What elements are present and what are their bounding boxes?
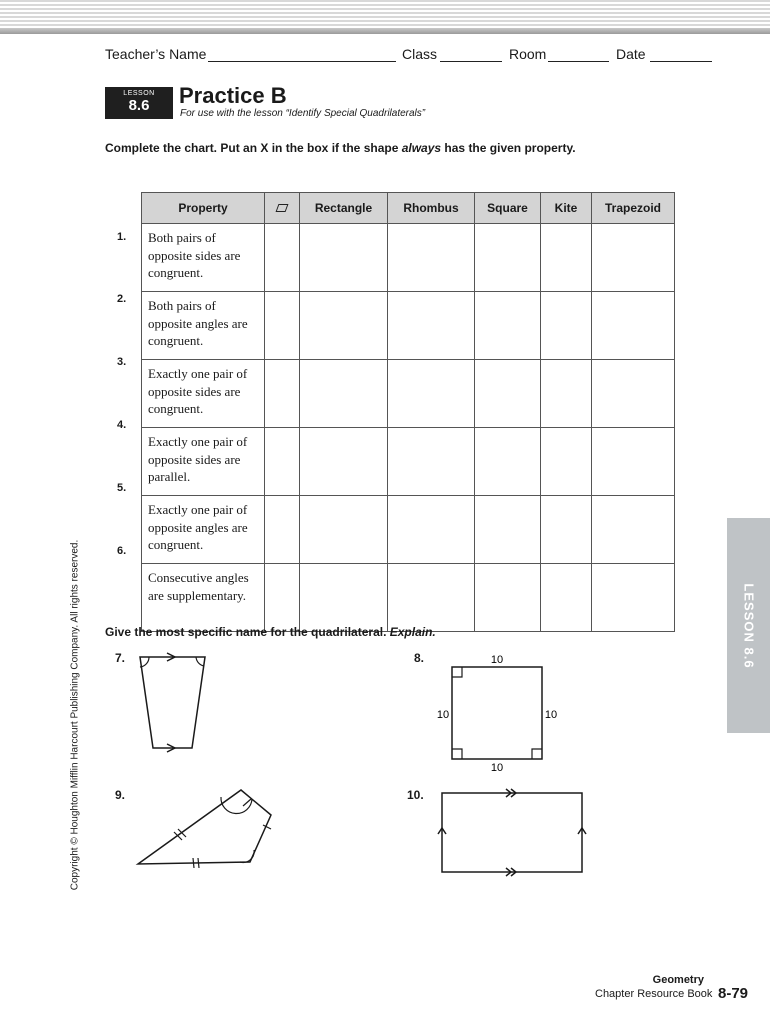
- row-number: 2.: [117, 293, 127, 305]
- top-stripe-band: [0, 0, 770, 34]
- check-box-rhombus[interactable]: [388, 292, 475, 360]
- figure-10-quadrilateral: [432, 785, 592, 880]
- row-number: 6.: [117, 545, 127, 557]
- property-cell: Exactly one pair of opposite angles are congruent.: [142, 496, 265, 564]
- property-cell: Exactly one pair of opposite sides are parallel.: [142, 428, 265, 496]
- col-kite: Kite: [541, 193, 592, 224]
- check-box-rectangle[interactable]: [300, 224, 388, 292]
- check-box-rhombus[interactable]: [388, 496, 475, 564]
- class-label: Class: [402, 46, 438, 62]
- figure-8-square: [430, 650, 565, 775]
- lesson-badge-label: LESSON: [123, 90, 155, 97]
- check-box-kite[interactable]: [541, 224, 592, 292]
- room-blank[interactable]: [548, 61, 609, 62]
- question-instruction-text: Give the most specific name for the quadrilateral.: [105, 625, 390, 639]
- check-box-parallelogram[interactable]: [265, 360, 300, 428]
- lesson-badge-number: 8.6: [128, 97, 150, 114]
- check-box-rectangle[interactable]: [300, 360, 388, 428]
- property-cell: Exactly one pair of opposite sides are congruent.: [142, 360, 265, 428]
- check-box-trapezoid[interactable]: [592, 360, 675, 428]
- check-box-trapezoid[interactable]: [592, 428, 675, 496]
- square-left-label: 10: [436, 709, 450, 721]
- lesson-badge: [105, 87, 173, 119]
- square-top-label: 10: [490, 654, 504, 666]
- col-trapezoid: Trapezoid: [592, 193, 675, 224]
- property-cell: Consecutive angles are supplementary.: [142, 564, 265, 632]
- copyright-notice: Copyright © Houghton Mifflin Harcourt Publishing Company. All rights reserved.: [69, 539, 81, 891]
- table-row: [142, 292, 675, 360]
- check-box-kite[interactable]: [541, 428, 592, 496]
- check-box-rhombus[interactable]: [388, 224, 475, 292]
- check-box-kite[interactable]: [541, 564, 592, 632]
- check-box-rectangle[interactable]: [300, 292, 388, 360]
- check-box-parallelogram[interactable]: [265, 428, 300, 496]
- check-box-trapezoid[interactable]: [592, 564, 675, 632]
- footer-book: Chapter Resource Book: [595, 988, 713, 1000]
- question-10-number: 10.: [407, 788, 424, 802]
- col-rectangle: Rectangle: [300, 193, 388, 224]
- table-row: [142, 224, 675, 292]
- parallelogram-icon: [276, 204, 289, 212]
- properties-chart: [141, 192, 675, 632]
- figure-7-trapezoid: [130, 650, 220, 760]
- instructions-part2: has the given property.: [441, 141, 576, 155]
- chart-header-row: [142, 193, 675, 224]
- check-box-square[interactable]: [475, 360, 541, 428]
- col-parallelogram: [265, 193, 300, 224]
- check-box-square[interactable]: [475, 428, 541, 496]
- teacher-name-blank[interactable]: [208, 61, 396, 62]
- class-blank[interactable]: [440, 61, 502, 62]
- check-box-parallelogram[interactable]: [265, 496, 300, 564]
- lesson-side-tab: [727, 518, 770, 733]
- col-property: Property: [142, 193, 265, 224]
- footer-subject: Geometry: [652, 974, 704, 986]
- date-blank[interactable]: [650, 61, 712, 62]
- table-row: [142, 428, 675, 496]
- check-box-rectangle[interactable]: [300, 428, 388, 496]
- date-label: Date: [616, 46, 646, 62]
- check-box-rhombus[interactable]: [388, 564, 475, 632]
- check-box-rectangle[interactable]: [300, 564, 388, 632]
- check-box-square[interactable]: [475, 224, 541, 292]
- page-subtitle: For use with the lesson “Identify Special Quadrilaterals”: [180, 108, 426, 119]
- property-cell: Both pairs of opposite sides are congruent.: [142, 224, 265, 292]
- check-box-rectangle[interactable]: [300, 496, 388, 564]
- instructions-part1: Complete the chart. Put an X in the box if the shape: [105, 141, 402, 155]
- property-cell: Both pairs of opposite angles are congruent.: [142, 292, 265, 360]
- check-box-parallelogram[interactable]: [265, 564, 300, 632]
- row-number: 1.: [117, 231, 127, 243]
- page-title: Practice B: [179, 83, 287, 108]
- question-instruction-emphasis: Explain.: [389, 625, 436, 639]
- question-8-number: 8.: [414, 651, 425, 665]
- row-number: 3.: [117, 356, 127, 368]
- side-tab-label: LESSON 8.6: [741, 582, 756, 669]
- instructions-emphasis: always: [401, 141, 442, 155]
- check-box-parallelogram[interactable]: [265, 292, 300, 360]
- check-box-kite[interactable]: [541, 496, 592, 564]
- table-row: [142, 360, 675, 428]
- question-7-number: 7.: [115, 651, 126, 665]
- row-number: 4.: [117, 419, 127, 431]
- col-rhombus: Rhombus: [388, 193, 475, 224]
- table-row: [142, 564, 675, 632]
- figure-9-kite: [130, 780, 280, 870]
- check-box-kite[interactable]: [541, 292, 592, 360]
- check-box-parallelogram[interactable]: [265, 224, 300, 292]
- check-box-rhombus[interactable]: [388, 360, 475, 428]
- table-row: [142, 496, 675, 564]
- row-number: 5.: [117, 482, 127, 494]
- check-box-trapezoid[interactable]: [592, 224, 675, 292]
- check-box-trapezoid[interactable]: [592, 292, 675, 360]
- question-9-number: 9.: [115, 788, 126, 802]
- col-square: Square: [475, 193, 541, 224]
- square-right-label: 10: [544, 709, 558, 721]
- chart-instructions: [105, 139, 605, 157]
- question-instructions: [105, 625, 436, 639]
- room-label: Room: [509, 46, 547, 62]
- check-box-square[interactable]: [475, 292, 541, 360]
- check-box-trapezoid[interactable]: [592, 496, 675, 564]
- square-bottom-label: 10: [490, 762, 504, 774]
- check-box-square[interactable]: [475, 564, 541, 632]
- footer-page-number: 8-79: [718, 985, 749, 1002]
- check-box-square[interactable]: [475, 496, 541, 564]
- teacher-name-label: Teacher’s Name: [105, 46, 207, 62]
- check-box-kite[interactable]: [541, 360, 592, 428]
- check-box-rhombus[interactable]: [388, 428, 475, 496]
